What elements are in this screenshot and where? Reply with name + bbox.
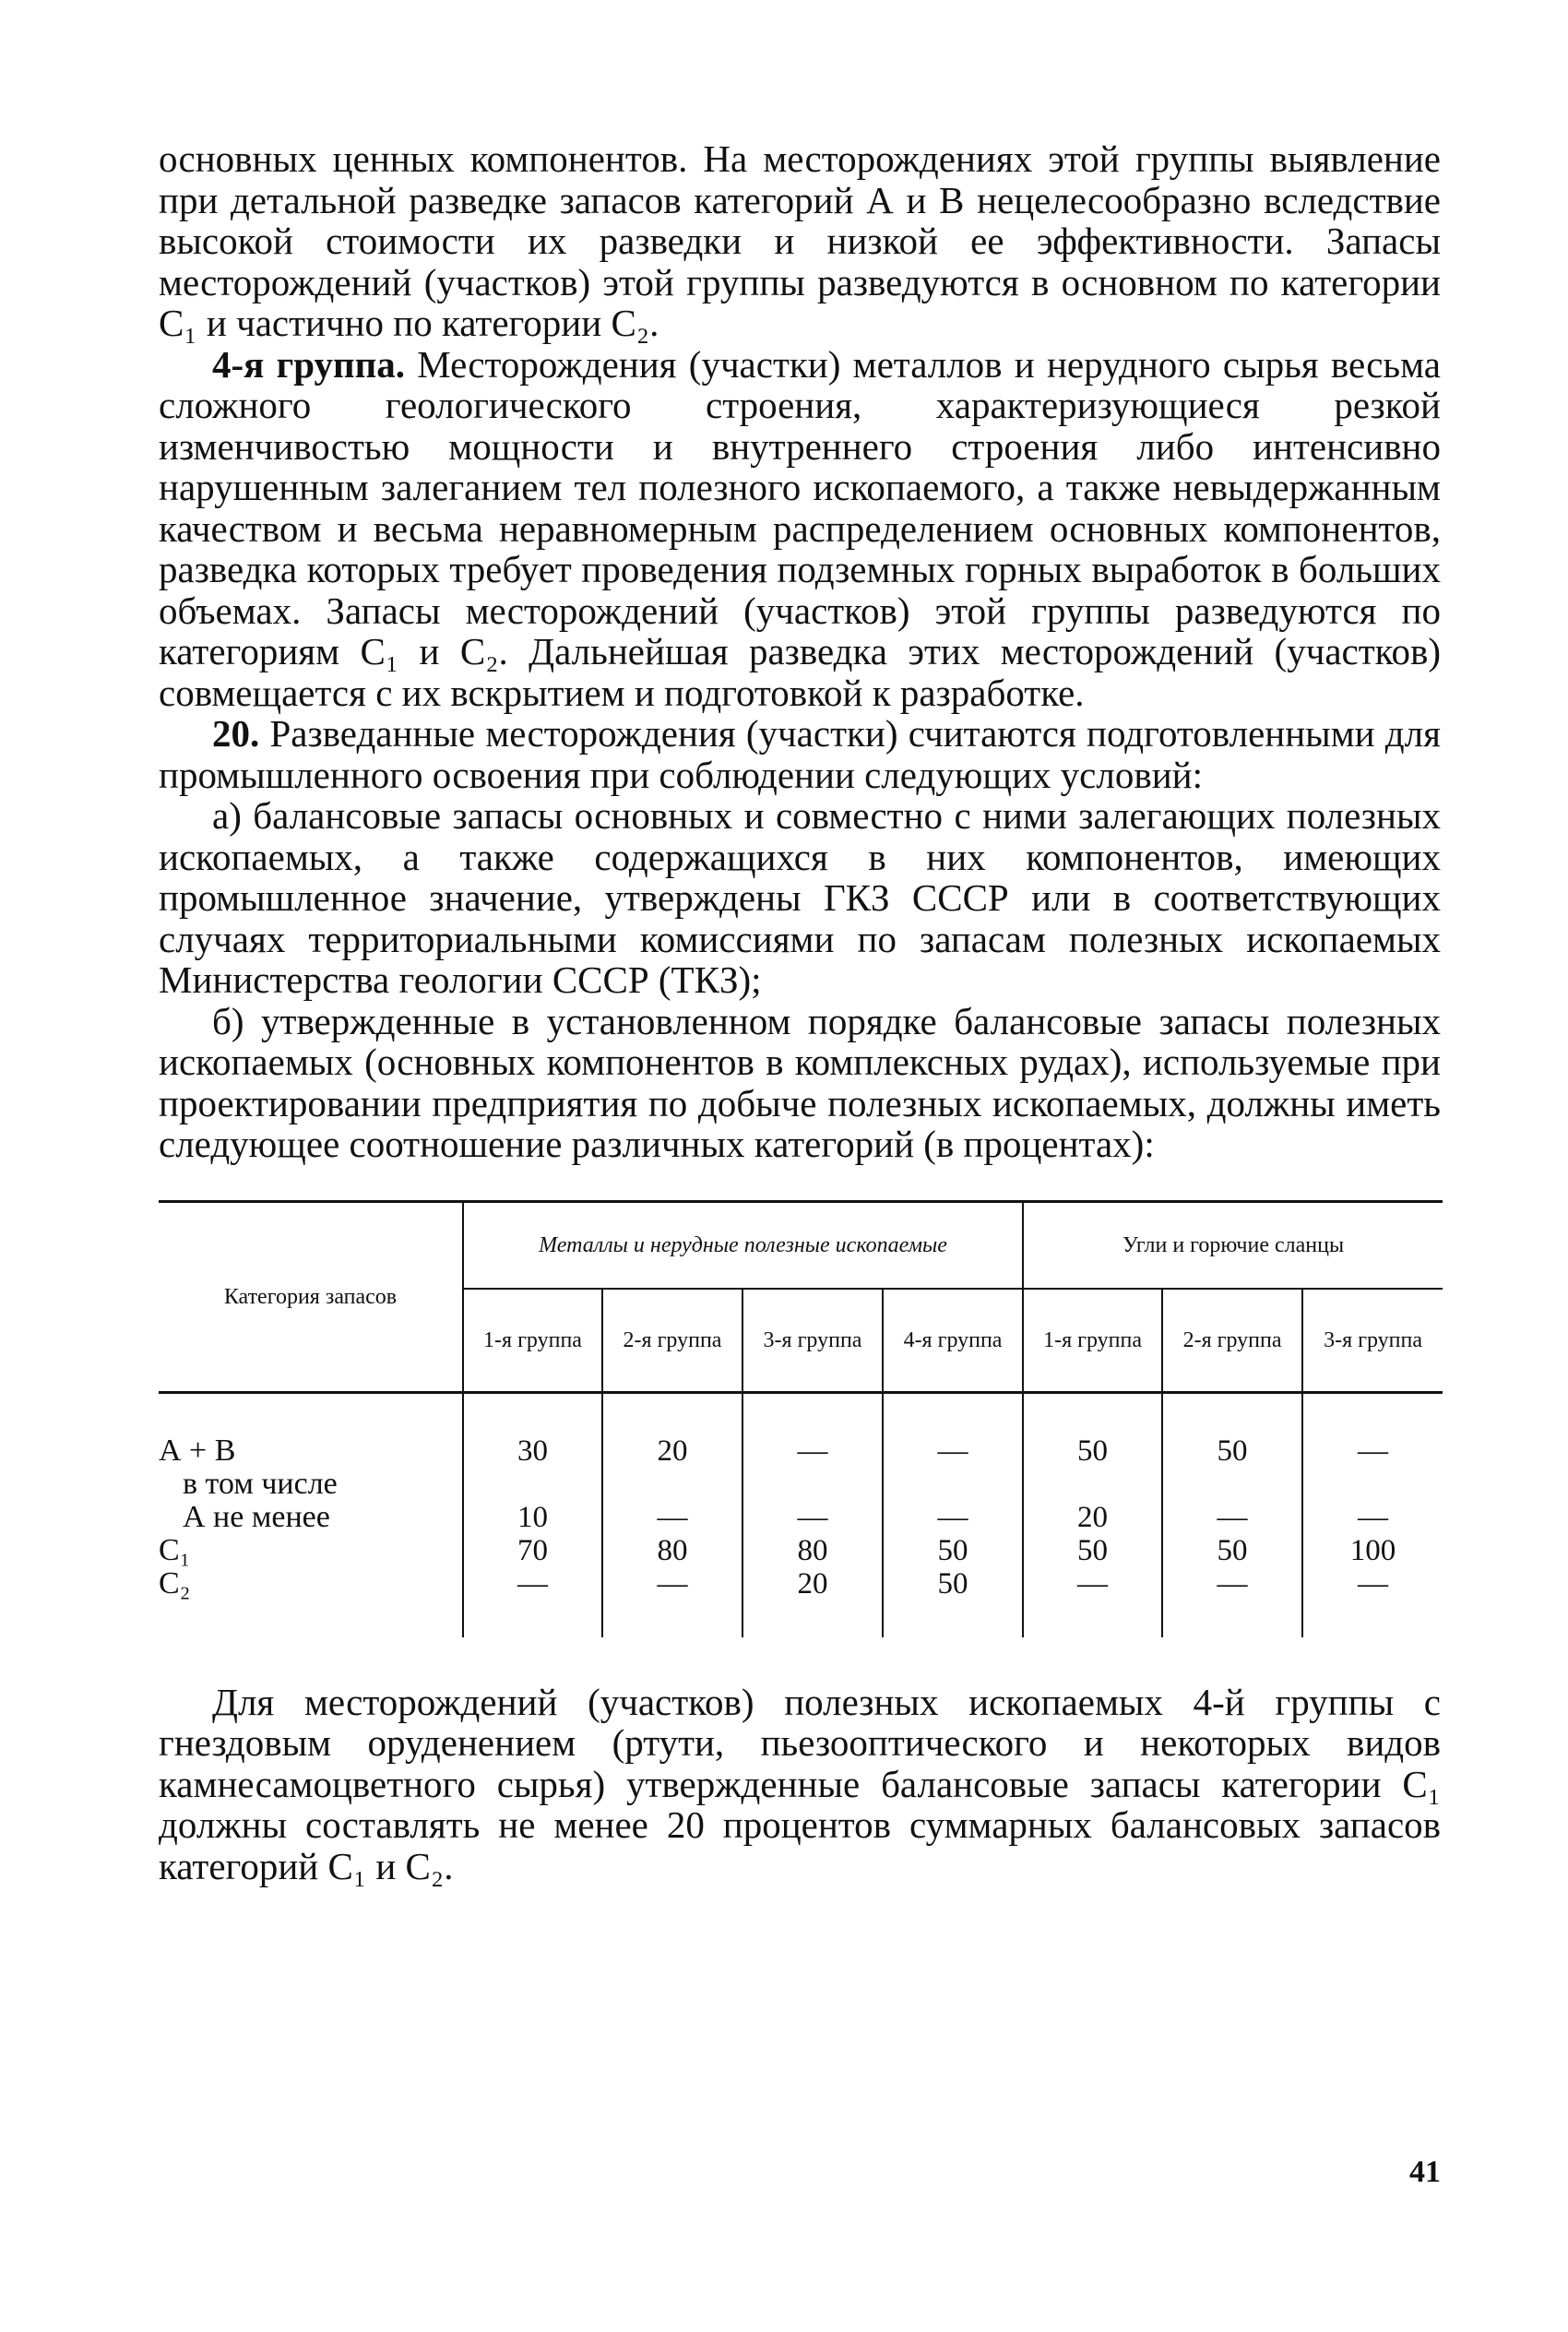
table-cell: 100 (1302, 1534, 1443, 1567)
table-row (159, 1501, 1443, 1534)
table-cell: 50 (1162, 1434, 1302, 1468)
table-cell: 80 (742, 1534, 883, 1567)
paragraph-group-4 (159, 344, 1441, 714)
table-cell: 10 (463, 1501, 602, 1534)
table-cell: 50 (1023, 1534, 1162, 1567)
table-cell: — (883, 1434, 1023, 1468)
table-cell (602, 1468, 742, 1501)
table-cell: 20 (742, 1567, 883, 1637)
paragraph-clause-20-lead: 20. (212, 712, 260, 755)
table-row (159, 1468, 1443, 1501)
table-cell: — (463, 1567, 602, 1637)
subheader-coal-3: 3-я группа (1302, 1289, 1443, 1393)
table-row (159, 1534, 1443, 1567)
table-cell: — (602, 1501, 742, 1534)
table-cell (463, 1468, 602, 1501)
table-cell: 30 (463, 1434, 602, 1468)
table-cell (1302, 1468, 1443, 1501)
table-cell: 50 (1162, 1534, 1302, 1567)
table-cell: 80 (602, 1534, 742, 1567)
table-row (159, 1567, 1443, 1637)
row-label: А не менее (183, 1499, 330, 1534)
row-label: C₂ (159, 1565, 191, 1600)
subheader-metal-2: 2-я группа (602, 1289, 742, 1393)
table-cell: — (1302, 1501, 1443, 1534)
coal-group-header: Угли и горючие сланцы (1023, 1201, 1443, 1289)
table-cell (1023, 1468, 1162, 1501)
subheader-metal-3: 3-я группа (742, 1289, 883, 1393)
table-cell: — (742, 1434, 883, 1468)
table-cell: — (602, 1567, 742, 1637)
subheader-metal-4: 4-я группа (883, 1289, 1023, 1393)
paragraph-1: основных ценных компонентов. На месторождениях этой группы выявление при детальной разведке запасов категорий А и В нецелесообразно вследствие высокой стоимости их разведки и низкой ее эффективности. Запасы месторождений (участков) этой группы разведуются в основном по категории C₁ и частично по категории C₂. (159, 137, 1441, 344)
table-cell: — (883, 1501, 1023, 1534)
reserves-table-wrapper (159, 1200, 1443, 1637)
paragraph-group-4-lead: 4-я группа. (212, 342, 405, 386)
paragraph-item-a: а) балансовые запасы основных и совместно с ними залегающих полезных ископаемых, а также содержащихся в них компонентов, имеющих промышленное значение, утверждены ГКЗ СССР или в соответствующих случаях территориальными комиссиями по запасам полезных ископаемых Министерства геологии СССР (ТКЗ); (159, 794, 1441, 1001)
row-label: А + В (159, 1433, 236, 1468)
subheader-metal-1: 1-я группа (463, 1289, 602, 1393)
table-cell: 20 (1023, 1501, 1162, 1534)
page-number: 41 (1409, 2155, 1441, 2189)
table-cell: — (1162, 1567, 1302, 1637)
table-cell: 70 (463, 1534, 602, 1567)
table-cell (1162, 1468, 1302, 1501)
row-label: в том числе (183, 1466, 338, 1501)
paragraph-group-4-text: Месторождения (участки) металлов и нерудного сырья весьма сложного геологического строения, характеризующиеся резкой изменчивостью мощности и внутреннего строения либо интенсивно нарушенным залеганием тел полезного ископаемого, а также невыдержанным качеством и весьма неравномерным распределением основных компонентов, разведка которых требует проведения подземных горных выработок в больших объемах. Запасы месторождений (участков) этой группы разведуются по категориям C₁ и C₂. Дальнейшая разведка этих месторождений (участков) совмещается с их вскрытием и подготовкой к разработке. (159, 342, 1441, 714)
category-header: Категория запасов (159, 1201, 463, 1392)
paragraph-item-b: б) утвержденные в установленном порядке балансовые запасы полезных ископаемых (основных компонентов в комплексных рудах), используемые при проектировании предприятия по добыче полезных ископаемых, должны иметь следующее соотношение различных категорий (в процентах): (159, 999, 1441, 1165)
table-cell (883, 1468, 1023, 1501)
table-cell: — (1023, 1567, 1162, 1637)
table-row (159, 1434, 1443, 1468)
table-spacer-row (159, 1392, 1443, 1434)
table-cell: — (1162, 1501, 1302, 1534)
table-cell: 50 (883, 1534, 1023, 1567)
table-cell: 20 (602, 1434, 742, 1468)
table-cell: — (1302, 1434, 1443, 1468)
metals-group-header: Металлы и нерудные полезные ископаемые (463, 1201, 1023, 1289)
reserves-table (159, 1200, 1443, 1637)
paragraph-clause-20-text: Разведанные месторождения (участки) считаются подготовленными для промышленного освоения при соблюдении следующих условий: (159, 712, 1441, 796)
paragraph-closing: Для месторождений (участков) полезных ископаемых 4-й группы с гнездовым оруденением (ртути, пьезооптического и некоторых видов камнесамоцветного сырья) утвержденные балансовые запасы категории C₁ должны составлять не менее 20 процентов суммарных балансовых запасов категорий C₁ и C₂. (159, 1680, 1441, 1887)
subheader-coal-1: 1-я группа (1023, 1289, 1162, 1393)
row-label: C₁ (159, 1532, 191, 1567)
table-cell: — (1302, 1567, 1443, 1637)
table-cell: — (742, 1501, 883, 1534)
table-cell: 50 (1023, 1434, 1162, 1468)
table-cell: 50 (883, 1567, 1023, 1637)
table-cell (742, 1468, 883, 1501)
paragraph-clause-20 (159, 713, 1441, 795)
document-page (159, 138, 1441, 1886)
subheader-coal-2: 2-я группа (1162, 1289, 1302, 1393)
